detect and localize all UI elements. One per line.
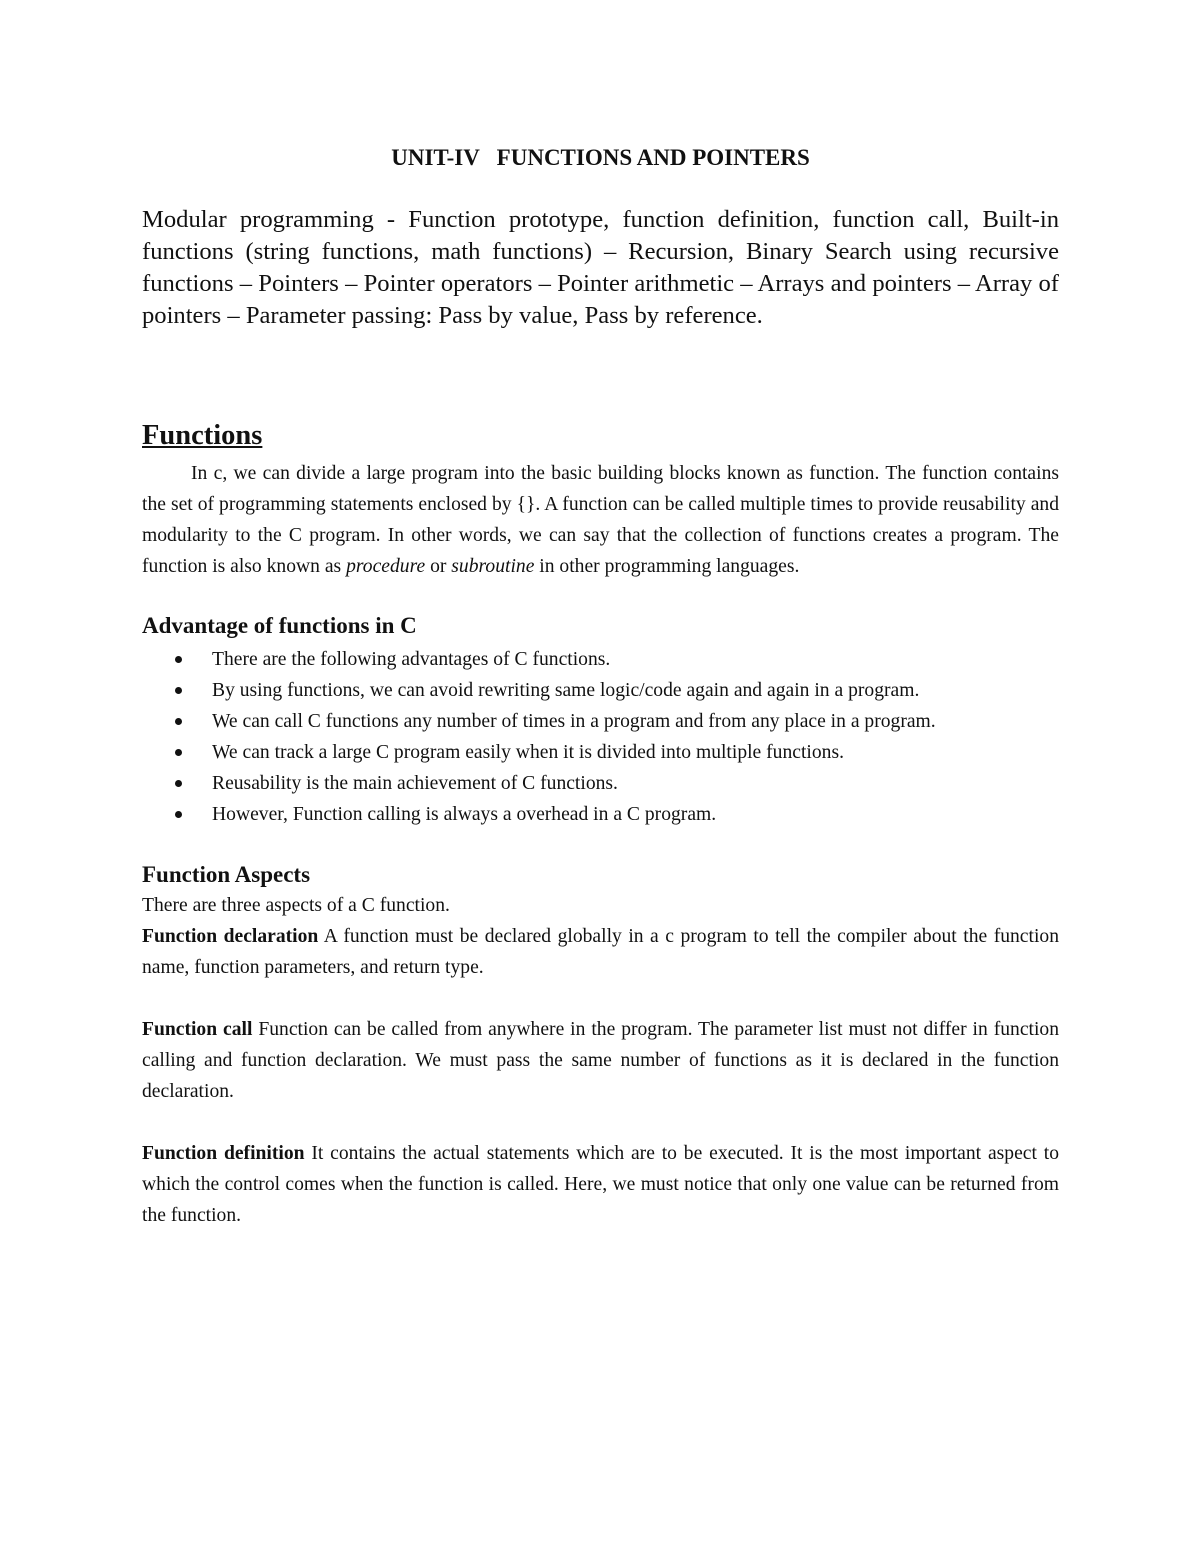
page-content (142, 143, 1059, 1231)
function-call-paragraph (142, 1014, 1059, 1107)
list-item (142, 706, 1059, 737)
aspects-intro: There are three aspects of a C function. (142, 895, 450, 916)
list-item-text: We can call C functions any number of times in a program and from any place in a program. (212, 711, 936, 732)
function-call-term: Function call (142, 1019, 253, 1040)
bullet-icon (175, 687, 182, 694)
list-item-text: We can track a large C program easily when it is divided into multiple functions. (212, 742, 844, 763)
advantages-list (142, 644, 1059, 830)
functions-intro-paragraph (142, 458, 1059, 582)
list-item-text: However, Function calling is always a overhead in a C program. (212, 804, 717, 825)
intro-end: in other programming languages. (534, 556, 800, 577)
list-item (142, 644, 1059, 675)
list-item (142, 768, 1059, 799)
function-declaration-text: A function must be declared globally in a c program to tell the compiler about the function name, function parameters, and return type. (142, 926, 1059, 978)
list-item (142, 737, 1059, 768)
function-aspects-heading: Function Aspects (142, 862, 311, 887)
functions-heading: Functions (142, 420, 263, 451)
subroutine-term: subroutine (451, 556, 535, 577)
advantages-heading: Advantage of functions in C (142, 613, 417, 638)
function-declaration-paragraph (142, 921, 1059, 983)
list-item-text: Reusability is the main achievement of C functions. (212, 773, 618, 794)
function-declaration-term: Function declaration (142, 926, 319, 947)
bullet-icon (175, 811, 182, 818)
procedure-term: procedure (346, 556, 426, 577)
function-definition-paragraph (142, 1138, 1059, 1231)
intro-connector: or (425, 556, 452, 577)
bullet-icon (175, 718, 182, 725)
bullet-icon (175, 656, 182, 663)
bullet-icon (175, 749, 182, 756)
function-definition-text: It contains the actual statements which are to be executed. It is the most important aspect to which the control comes when the function is called. Here, we must notice that only one value can be returned from the function. (142, 1143, 1059, 1226)
function-definition-term: Function definition (142, 1143, 305, 1164)
list-item-text: By using functions, we can avoid rewriting same logic/code again and again in a program. (212, 680, 920, 701)
list-item (142, 675, 1059, 706)
unit-title: UNIT-IV FUNCTIONS AND POINTERS (391, 145, 810, 170)
syllabus-paragraph: Modular programming - Function prototype, function definition, function call, Built-in functions (string functions, math functions) – Recursion, Binary Search using recursive functions – Pointers – Pointer operators – Pointer arithmetic – Arrays and pointers – Array of pointers – Parameter passing: Pass by value, Pass by reference. (142, 206, 1059, 329)
functions-intro-text: In c, we can divide a large program into the basic building blocks known as function. The function contains the set of programming statements enclosed by {}. A function can be called multiple times to provide reusability and modularity to the C program. In other words, we can say that the collection of functions creates a program. The function is also known as (142, 463, 1059, 577)
list-item-text: There are the following advantages of C functions. (212, 649, 611, 670)
list-item (142, 799, 1059, 830)
bullet-icon (175, 780, 182, 787)
function-call-text: Function can be called from anywhere in the program. The parameter list must not differ in function calling and function declaration. We must pass the same number of functions as it is declared in the function declaration. (142, 1019, 1059, 1102)
